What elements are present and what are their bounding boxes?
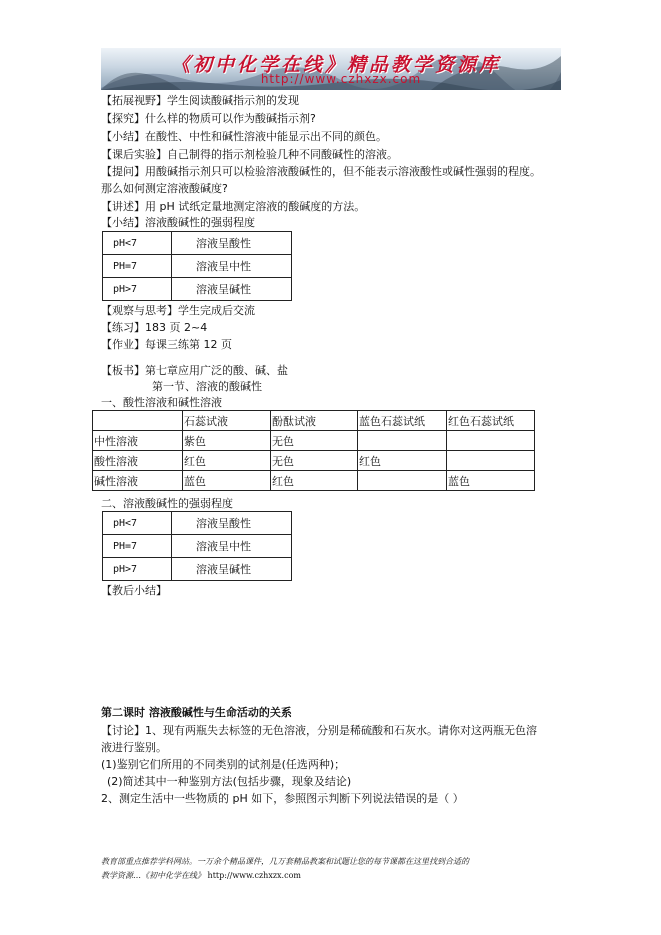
table-row [103,232,292,255]
table-cell [358,431,447,451]
text-line: 【作业】每课三练第 12 页 [101,338,232,351]
table-cell: PH=7 [103,255,172,278]
banner-title: 《初中化学在线》精品教学资源库 [171,54,502,76]
table-cell: 无色 [271,451,358,471]
table-cell: PH=7 [103,535,172,558]
text-line: 那么如何测定溶液酸碱度? [101,182,228,195]
table-row [103,255,292,278]
text-line: 【板书】第七章应用广泛的酸、碱、盐 [101,364,288,377]
table-row [93,431,535,451]
table-cell: 蓝色 [447,471,535,491]
text-line: (1)鉴别它们所用的不同类别的试剂是(任选两种)； [101,758,346,771]
text-line: 【教后小结】 [101,584,167,597]
table-cell: 红色 [183,451,271,471]
footer-line-2 [101,869,301,882]
table-cell: 无色 [271,431,358,451]
table-cell: 碱性溶液 [93,471,183,491]
table-row [103,278,292,301]
table-header-cell [93,411,183,431]
table-cell: 酸性溶液 [93,451,183,471]
table-cell: 溶液呈酸性 [172,232,292,255]
table-row [93,471,535,491]
ph-table-2 [102,511,292,581]
text-line: 【拓展视野】学生阅读酸碱指示剂的发现 [101,94,299,107]
indicator-table [92,410,535,491]
text-line: 【讨论】1、现有两瓶失去标签的无色溶液，分别是稀硫酸和石灰水。请你对这两瓶无色溶 [101,724,537,737]
text-line: 【提问】用酸碱指示剂只可以检验溶液酸碱性的，但不能表示溶液酸性或碱性强弱的程度。 [101,165,541,178]
text-line: 【练习】183 页 2~4 [101,321,208,334]
footer-url-link[interactable]: http://www.czhxzx.com [207,871,301,880]
table-cell: 溶液呈中性 [172,535,292,558]
table-cell: pH<7 [103,232,172,255]
lesson-heading: 第二课时 溶液酸碱性与生命活动的关系 [101,706,292,719]
text-line: 2、测定生活中一些物质的 pH 如下，参照图示判断下列说法错误的是（ ） [101,792,464,805]
text-line: 【观察与思考】学生完成后交流 [101,304,255,317]
table-header-cell: 石蕊试液 [183,411,271,431]
header-banner [101,48,561,90]
section-heading: 第一节、溶液的酸碱性 [152,380,262,393]
table-cell [447,431,535,451]
text-line: 【探究】什么样的物质可以作为酸碱指示剂? [101,112,316,125]
table-cell: 蓝色 [183,471,271,491]
text-line: 【讲述】用 pH 试纸定量地测定溶液的酸碱度的方法。 [101,200,366,213]
text-line: 【小结】在酸性、中性和碱性溶液中能显示出不同的颜色。 [101,130,387,143]
table-cell [358,471,447,491]
section-heading: 一、酸性溶液和碱性溶液 [101,396,222,409]
table-cell: 溶液呈碱性 [172,278,292,301]
table-cell [447,451,535,471]
table-row [103,512,292,535]
ph-table [102,231,292,301]
table-header-cell: 红色石蕊试纸 [447,411,535,431]
table-cell: 溶液呈碱性 [172,558,292,581]
text-line: 液进行鉴别。 [101,741,167,754]
table-cell: 紫色 [183,431,271,451]
table-cell: 红色 [271,471,358,491]
table-cell: pH>7 [103,278,172,301]
table-row [103,558,292,581]
table-cell: pH<7 [103,512,172,535]
table-cell: 中性溶液 [93,431,183,451]
table-header-cell: 酚酞试液 [271,411,358,431]
footer-line: 教育部重点推荐学科网站。一万余个精品课件，几万套精品教案和试题让您的每节课都在这里找到合适的 [101,857,469,866]
table-row [103,535,292,558]
section-heading: 二、溶液酸碱性的强弱程度 [101,497,233,510]
table-cell: 溶液呈酸性 [172,512,292,535]
table-cell: 红色 [358,451,447,471]
banner-url[interactable]: http://www.czhxzx.com [260,72,422,86]
text-line: (2)简述其中一种鉴别方法(包括步骤，现象及结论) [107,775,352,788]
table-header-row [93,411,535,431]
table-cell: pH>7 [103,558,172,581]
text-line: 【课后实验】自己制得的指示剂检验几种不同酸碱性的溶液。 [101,148,398,161]
footer-site-name: 教学资源…《初中化学在线》 [101,871,205,880]
table-cell: 溶液呈中性 [172,255,292,278]
table-row [93,451,535,471]
table-header-cell: 蓝色石蕊试纸 [358,411,447,431]
text-line: 【小结】溶液酸碱性的强弱程度 [101,216,255,229]
